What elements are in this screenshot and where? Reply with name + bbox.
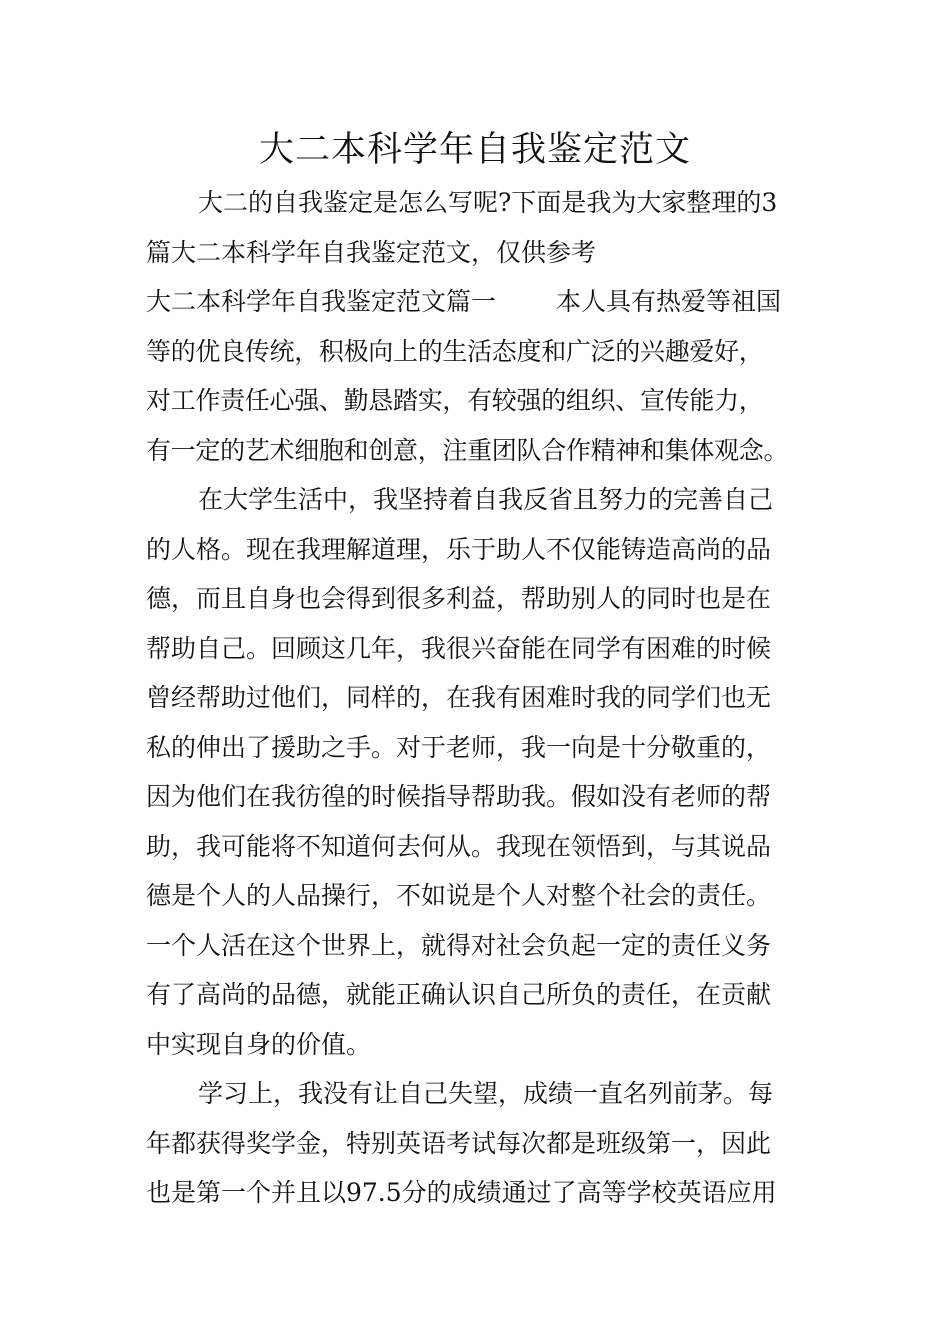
paragraph-line-6: 在大学生活中，我坚持着自我反省且努力的完善自己 — [198, 485, 774, 514]
section-first-text: 本人具有热爱等祖国 — [556, 287, 782, 316]
paragraph-line-11: 私的伸出了援助之手。对于老师，我一向是十分敬重的， — [146, 732, 772, 762]
paragraph-line-5: 有一定的艺术细胞和创意，注重团队合作精神和集体观念。 — [146, 435, 789, 465]
paragraph-line-2: 篇大二本科学年自我鉴定范文，仅供参考 — [146, 237, 597, 267]
paragraph-line-8: 德，而且自身也会得到很多利益，帮助别人的同时也是在 — [146, 584, 772, 613]
paragraph-line-12: 因为他们在我彷徨的时候指导帮助我。假如没有老师的帮 — [146, 782, 772, 811]
paragraph-line-20: 也是第一个并且以97.5分的成绩通过了高等学校英语应用 — [146, 1178, 777, 1207]
paragraph-line-18: 学习上，我没有让自己失望，成绩一直名列前茅。每 — [198, 1079, 774, 1108]
paragraph-line-1: 大二的自我鉴定是怎么写呢?下面是我为大家整理的3 — [198, 188, 778, 217]
paragraph-line-16: 有了高尚的品德，就能正确认识自己所负的责任，在贡献 — [146, 980, 772, 1009]
paragraph-line-3: 等的优良传统，积极向上的生活态度和广泛的兴趣爱好， — [146, 336, 764, 366]
section-heading-line — [146, 277, 808, 327]
paragraph-line-7: 的人格。现在我理解道理，乐于助人不仅能铸造高尚的品 — [146, 534, 772, 564]
paragraph-line-17: 中实现自身的价值。 — [146, 1029, 372, 1059]
document-body — [146, 178, 808, 1218]
paragraph-line-19: 年都获得奖学金，特别英语考试每次都是班级第一，因此 — [146, 1128, 772, 1158]
paragraph-line-10: 曾经帮助过他们，同样的，在我有困难时我的同学们也无 — [146, 683, 772, 712]
section-heading: 大二本科学年自我鉴定范文篇一 — [146, 287, 497, 316]
paragraph-line-4: 对工作责任心强、勤恳踏实，有较强的组织、宣传能力， — [146, 386, 764, 415]
paragraph-line-13: 助，我可能将不知道何去何从。我现在领悟到，与其说品 — [146, 831, 772, 861]
paragraph-line-15: 一个人活在这个世界上，就得对社会负起一定的责任义务 — [146, 930, 772, 960]
document-title: 大二本科学年自我鉴定范文 — [258, 130, 691, 170]
paragraph-line-9: 帮助自己。回顾这几年，我很兴奋能在同学有困难的时候 — [146, 633, 772, 663]
paragraph-line-14: 德是个人的人品操行，不如说是个人对整个社会的责任。 — [146, 881, 772, 910]
